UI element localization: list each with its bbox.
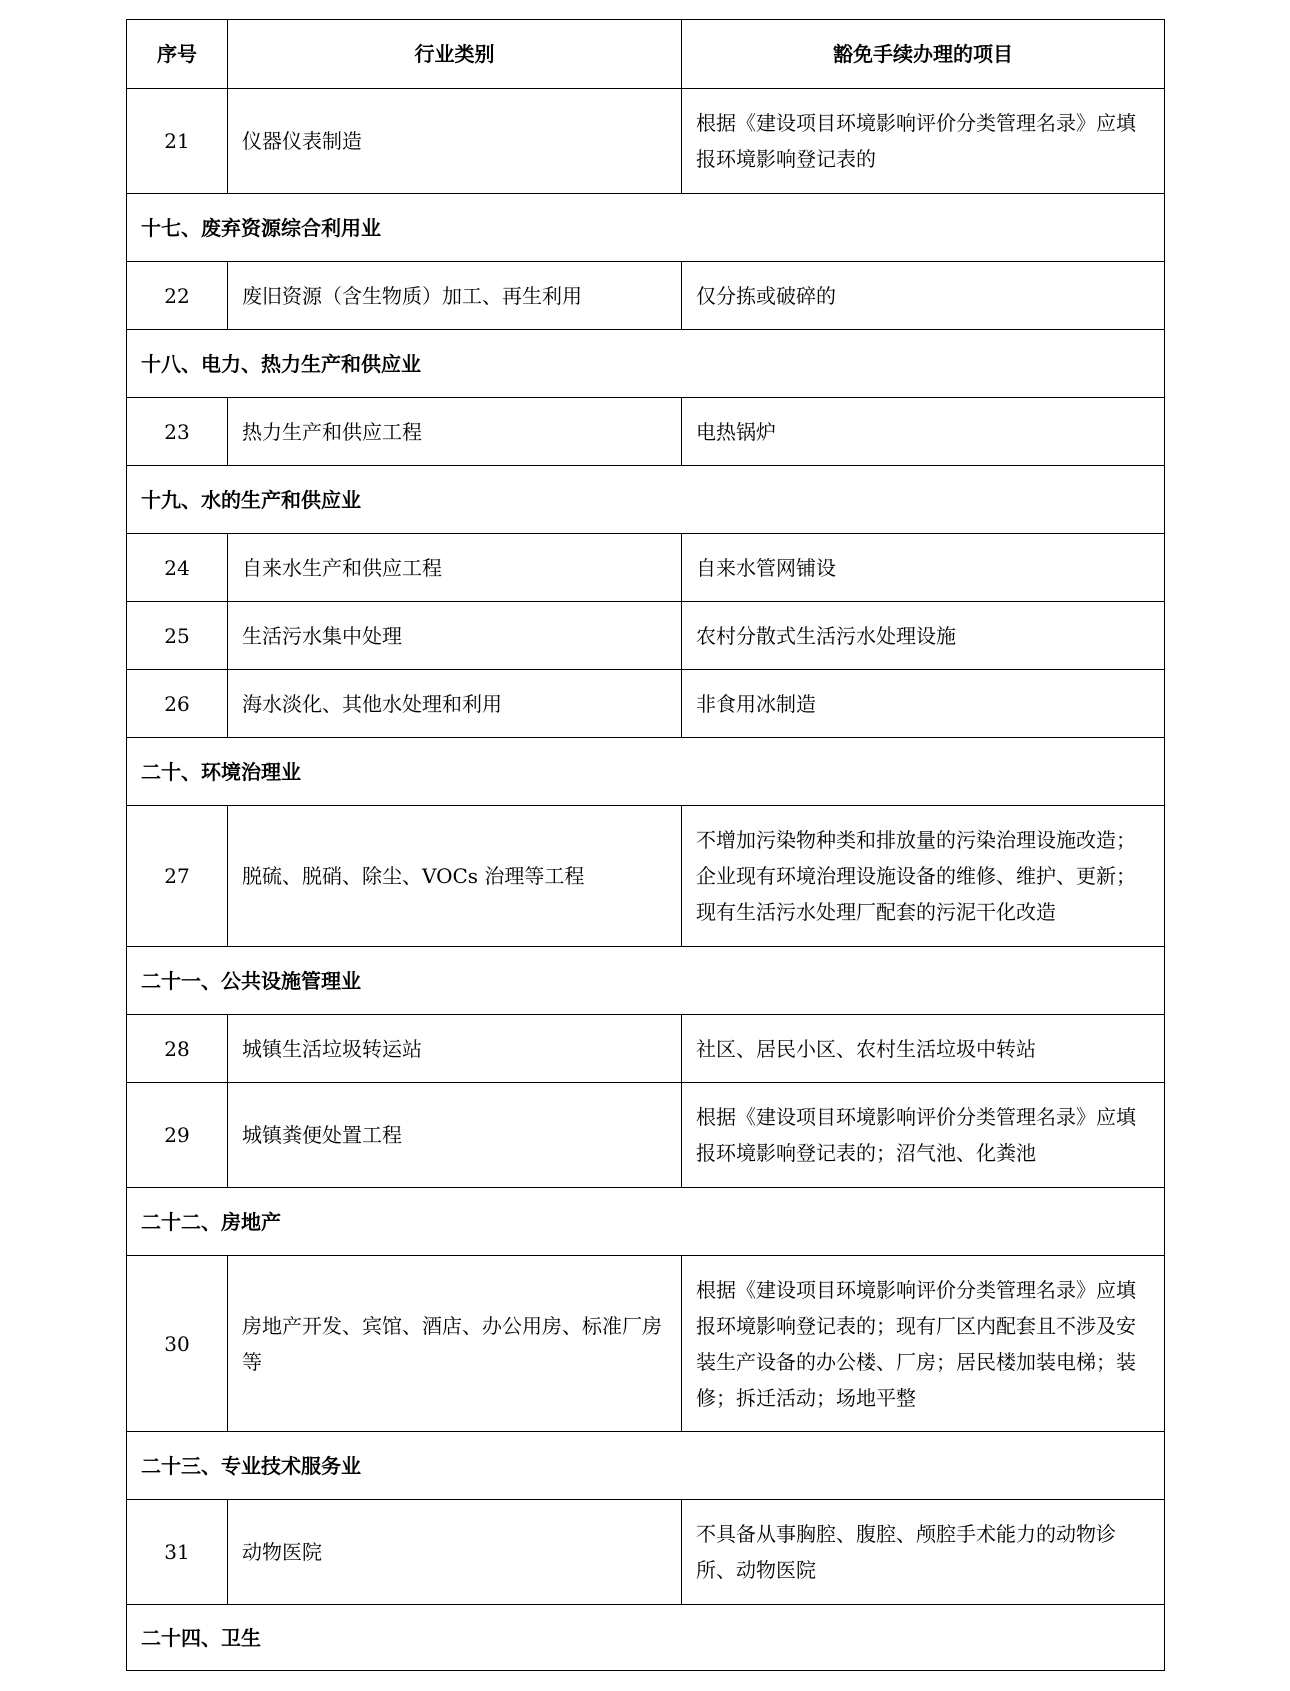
row-category: 城镇生活垃圾转运站 — [228, 1015, 682, 1083]
section-title: 二十一、公共设施管理业 — [127, 947, 1165, 1015]
section-row — [127, 738, 1165, 806]
row-num: 25 — [127, 602, 228, 670]
row-exempt: 不增加污染物种类和排放量的污染治理设施改造；企业现有环境治理设施设备的维修、维护、更新；现有生活污水处理厂配套的污泥干化改造 — [682, 806, 1165, 947]
table-row — [127, 262, 1165, 330]
row-category: 热力生产和供应工程 — [228, 398, 682, 466]
section-title: 十八、电力、热力生产和供应业 — [127, 330, 1165, 398]
table-row — [127, 398, 1165, 466]
section-row — [127, 194, 1165, 262]
row-category: 海水淡化、其他水处理和利用 — [228, 670, 682, 738]
row-num: 30 — [127, 1256, 228, 1432]
section-title: 十七、废弃资源综合利用业 — [127, 194, 1165, 262]
table-header-row — [127, 20, 1165, 89]
row-exempt: 根据《建设项目环境影响评价分类管理名录》应填报环境影响登记表的；现有厂区内配套且不涉及安装生产设备的办公楼、厂房；居民楼加装电梯；装修；拆迁活动；场地平整 — [682, 1256, 1165, 1432]
section-title: 二十四、卫生 — [127, 1605, 1165, 1671]
row-exempt: 电热锅炉 — [682, 398, 1165, 466]
table-row — [127, 602, 1165, 670]
table-row — [127, 1256, 1165, 1432]
header-num: 序号 — [127, 20, 228, 89]
table-row — [127, 1015, 1165, 1083]
section-row — [127, 466, 1165, 534]
section-title: 二十二、房地产 — [127, 1188, 1165, 1256]
header-category: 行业类别 — [228, 20, 682, 89]
row-exempt: 农村分散式生活污水处理设施 — [682, 602, 1165, 670]
row-category: 脱硫、脱硝、除尘、VOCs 治理等工程 — [228, 806, 682, 947]
row-exempt: 仅分拣或破碎的 — [682, 262, 1165, 330]
section-title: 二十、环境治理业 — [127, 738, 1165, 806]
section-row — [127, 947, 1165, 1015]
section-title: 十九、水的生产和供应业 — [127, 466, 1165, 534]
section-title: 二十三、专业技术服务业 — [127, 1432, 1165, 1500]
table-row — [127, 806, 1165, 947]
row-num: 22 — [127, 262, 228, 330]
table-row — [127, 89, 1165, 194]
row-num: 27 — [127, 806, 228, 947]
exemption-table — [126, 19, 1165, 1671]
row-category: 房地产开发、宾馆、酒店、办公用房、标准厂房等 — [228, 1256, 682, 1432]
row-category: 动物医院 — [228, 1500, 682, 1605]
row-exempt: 非食用冰制造 — [682, 670, 1165, 738]
row-exempt: 根据《建设项目环境影响评价分类管理名录》应填报环境影响登记表的；沼气池、化粪池 — [682, 1083, 1165, 1188]
section-row — [127, 1188, 1165, 1256]
row-num: 31 — [127, 1500, 228, 1605]
row-num: 29 — [127, 1083, 228, 1188]
row-category: 自来水生产和供应工程 — [228, 534, 682, 602]
row-exempt: 不具备从事胸腔、腹腔、颅腔手术能力的动物诊所、动物医院 — [682, 1500, 1165, 1605]
row-num: 24 — [127, 534, 228, 602]
row-num: 28 — [127, 1015, 228, 1083]
section-row — [127, 1432, 1165, 1500]
row-num: 23 — [127, 398, 228, 466]
row-num: 21 — [127, 89, 228, 194]
row-category: 废旧资源（含生物质）加工、再生利用 — [228, 262, 682, 330]
row-category: 仪器仪表制造 — [228, 89, 682, 194]
row-category: 生活污水集中处理 — [228, 602, 682, 670]
row-exempt: 根据《建设项目环境影响评价分类管理名录》应填报环境影响登记表的 — [682, 89, 1165, 194]
section-row — [127, 1605, 1165, 1671]
table-row — [127, 1083, 1165, 1188]
row-num: 26 — [127, 670, 228, 738]
table-row — [127, 1500, 1165, 1605]
row-exempt: 社区、居民小区、农村生活垃圾中转站 — [682, 1015, 1165, 1083]
row-category: 城镇粪便处置工程 — [228, 1083, 682, 1188]
header-exempt: 豁免手续办理的项目 — [682, 20, 1165, 89]
section-row — [127, 330, 1165, 398]
table-row — [127, 534, 1165, 602]
row-exempt: 自来水管网铺设 — [682, 534, 1165, 602]
table-row — [127, 670, 1165, 738]
